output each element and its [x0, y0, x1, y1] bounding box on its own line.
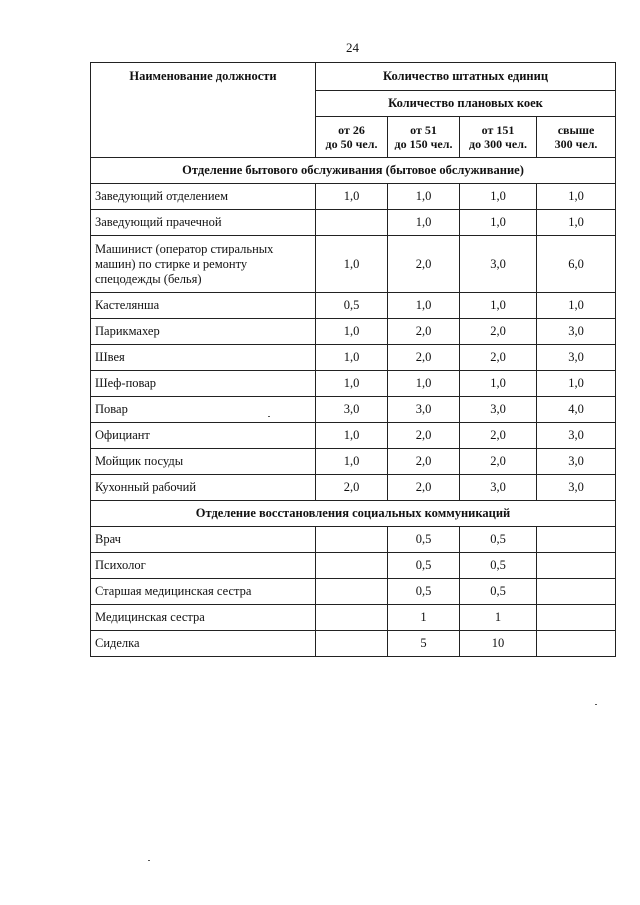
staff-units-cell: 1,0: [388, 293, 460, 319]
bed-range-header: от 26 до 50 чел.: [316, 117, 388, 158]
staff-units-cell: 2,0: [388, 345, 460, 371]
staff-units-cell: 1,0: [460, 210, 537, 236]
staff-units-cell: 1,0: [316, 236, 388, 293]
section-title: Отделение бытового обслуживания (бытовое обслуживание): [91, 158, 616, 184]
staff-units-cell: 3,0: [537, 423, 616, 449]
position-name-cell: Медицинская сестра: [91, 605, 316, 631]
staff-units-cell: 1,0: [316, 449, 388, 475]
staff-units-cell: 2,0: [388, 449, 460, 475]
position-name-cell: Заведующий отделением: [91, 184, 316, 210]
table-row: [91, 605, 616, 631]
staff-units-cell: 0,5: [460, 527, 537, 553]
staff-units-cell: 3,0: [537, 319, 616, 345]
staff-units-header: Количество штатных единиц: [316, 63, 616, 91]
table-row: [91, 397, 616, 423]
table-row: [91, 210, 616, 236]
staff-units-cell: [537, 527, 616, 553]
staff-units-cell: 1,0: [316, 319, 388, 345]
staff-units-cell: 1,0: [537, 371, 616, 397]
bed-range-header: свыше 300 чел.: [537, 117, 616, 158]
table-row: [91, 236, 616, 293]
staff-units-cell: 3,0: [537, 449, 616, 475]
staff-units-cell: 3,0: [388, 397, 460, 423]
table-body: [91, 158, 616, 657]
section-header-row: [91, 501, 616, 527]
staff-units-cell: [316, 553, 388, 579]
staff-units-cell: 5: [388, 631, 460, 657]
staff-units-cell: 1,0: [537, 293, 616, 319]
section-title: Отделение восстановления социальных коммуникаций: [91, 501, 616, 527]
staff-units-cell: [537, 553, 616, 579]
position-name-cell: Шеф-повар: [91, 371, 316, 397]
position-name-cell: Парикмахер: [91, 319, 316, 345]
table-row: [91, 579, 616, 605]
staff-units-cell: 3,0: [537, 345, 616, 371]
staff-units-cell: 1: [388, 605, 460, 631]
table-row: [91, 319, 616, 345]
staff-units-cell: [316, 527, 388, 553]
staff-units-cell: 1,0: [460, 184, 537, 210]
staff-units-cell: 6,0: [537, 236, 616, 293]
staff-units-cell: [316, 210, 388, 236]
staff-units-cell: 1,0: [537, 184, 616, 210]
section-header-row: [91, 158, 616, 184]
staff-units-cell: 2,0: [388, 319, 460, 345]
table-row: [91, 475, 616, 501]
table-row: [91, 293, 616, 319]
staff-units-cell: 0,5: [316, 293, 388, 319]
position-name-cell: Официант: [91, 423, 316, 449]
staff-units-cell: 1,0: [460, 293, 537, 319]
position-name-cell: Машинист (оператор стиральных машин) по стирке и ремонту спецодежды (белья): [91, 236, 316, 293]
staff-units-cell: 1,0: [316, 345, 388, 371]
staff-units-cell: 3,0: [460, 236, 537, 293]
staff-units-cell: 0,5: [388, 553, 460, 579]
position-name-cell: Кухонный рабочий: [91, 475, 316, 501]
position-name-cell: Врач: [91, 527, 316, 553]
page-number: 24: [346, 40, 359, 55]
table-row: [91, 631, 616, 657]
staff-units-cell: 2,0: [388, 236, 460, 293]
staff-units-cell: [316, 605, 388, 631]
staff-units-cell: 1,0: [537, 210, 616, 236]
position-name-cell: Старшая медицинская сестра: [91, 579, 316, 605]
staff-units-cell: 3,0: [537, 475, 616, 501]
scan-speck: [148, 860, 150, 861]
scan-speck: [595, 704, 597, 705]
staff-units-cell: 1: [460, 605, 537, 631]
table-row: [91, 553, 616, 579]
staff-units-cell: 2,0: [316, 475, 388, 501]
staff-units-cell: 1,0: [460, 371, 537, 397]
scan-speck: [268, 416, 270, 417]
position-name-cell: Кастелянша: [91, 293, 316, 319]
staff-units-cell: 2,0: [388, 423, 460, 449]
staff-units-cell: 3,0: [460, 397, 537, 423]
staff-units-cell: 10: [460, 631, 537, 657]
staff-units-cell: 2,0: [388, 475, 460, 501]
position-name-cell: Сиделка: [91, 631, 316, 657]
staff-units-cell: 2,0: [460, 345, 537, 371]
bed-range-header: от 51 до 150 чел.: [388, 117, 460, 158]
position-name-cell: Повар: [91, 397, 316, 423]
staff-units-cell: 2,0: [460, 319, 537, 345]
staff-table: [90, 62, 616, 657]
staff-units-cell: 1,0: [316, 423, 388, 449]
table-row: [91, 345, 616, 371]
table-row: [91, 527, 616, 553]
staff-units-cell: 1,0: [316, 371, 388, 397]
position-name-cell: Мойщик посуды: [91, 449, 316, 475]
staff-units-cell: [316, 631, 388, 657]
staff-units-cell: 2,0: [460, 449, 537, 475]
staff-units-cell: [537, 605, 616, 631]
staff-units-cell: [537, 631, 616, 657]
bed-range-header: от 151 до 300 чел.: [460, 117, 537, 158]
staff-units-cell: 1,0: [316, 184, 388, 210]
staff-units-cell: 1,0: [388, 371, 460, 397]
staff-units-cell: 4,0: [537, 397, 616, 423]
position-name-cell: Швея: [91, 345, 316, 371]
position-name-cell: Заведующий прачечной: [91, 210, 316, 236]
position-name-header: Наименование должности: [91, 63, 316, 158]
staff-units-cell: 0,5: [460, 553, 537, 579]
table-header: [91, 63, 616, 158]
staff-units-cell: 0,5: [460, 579, 537, 605]
staff-units-cell: 1,0: [388, 184, 460, 210]
staff-units-cell: [537, 579, 616, 605]
staff-units-cell: 3,0: [460, 475, 537, 501]
staff-units-cell: 0,5: [388, 527, 460, 553]
table-row: [91, 449, 616, 475]
table-row: [91, 423, 616, 449]
staff-units-cell: [316, 579, 388, 605]
staff-units-cell: 3,0: [316, 397, 388, 423]
position-name-cell: Психолог: [91, 553, 316, 579]
staff-units-cell: 1,0: [388, 210, 460, 236]
table-row: [91, 184, 616, 210]
table-row: [91, 371, 616, 397]
staff-units-cell: 2,0: [460, 423, 537, 449]
planned-beds-header: Количество плановых коек: [316, 91, 616, 117]
staff-units-cell: 0,5: [388, 579, 460, 605]
